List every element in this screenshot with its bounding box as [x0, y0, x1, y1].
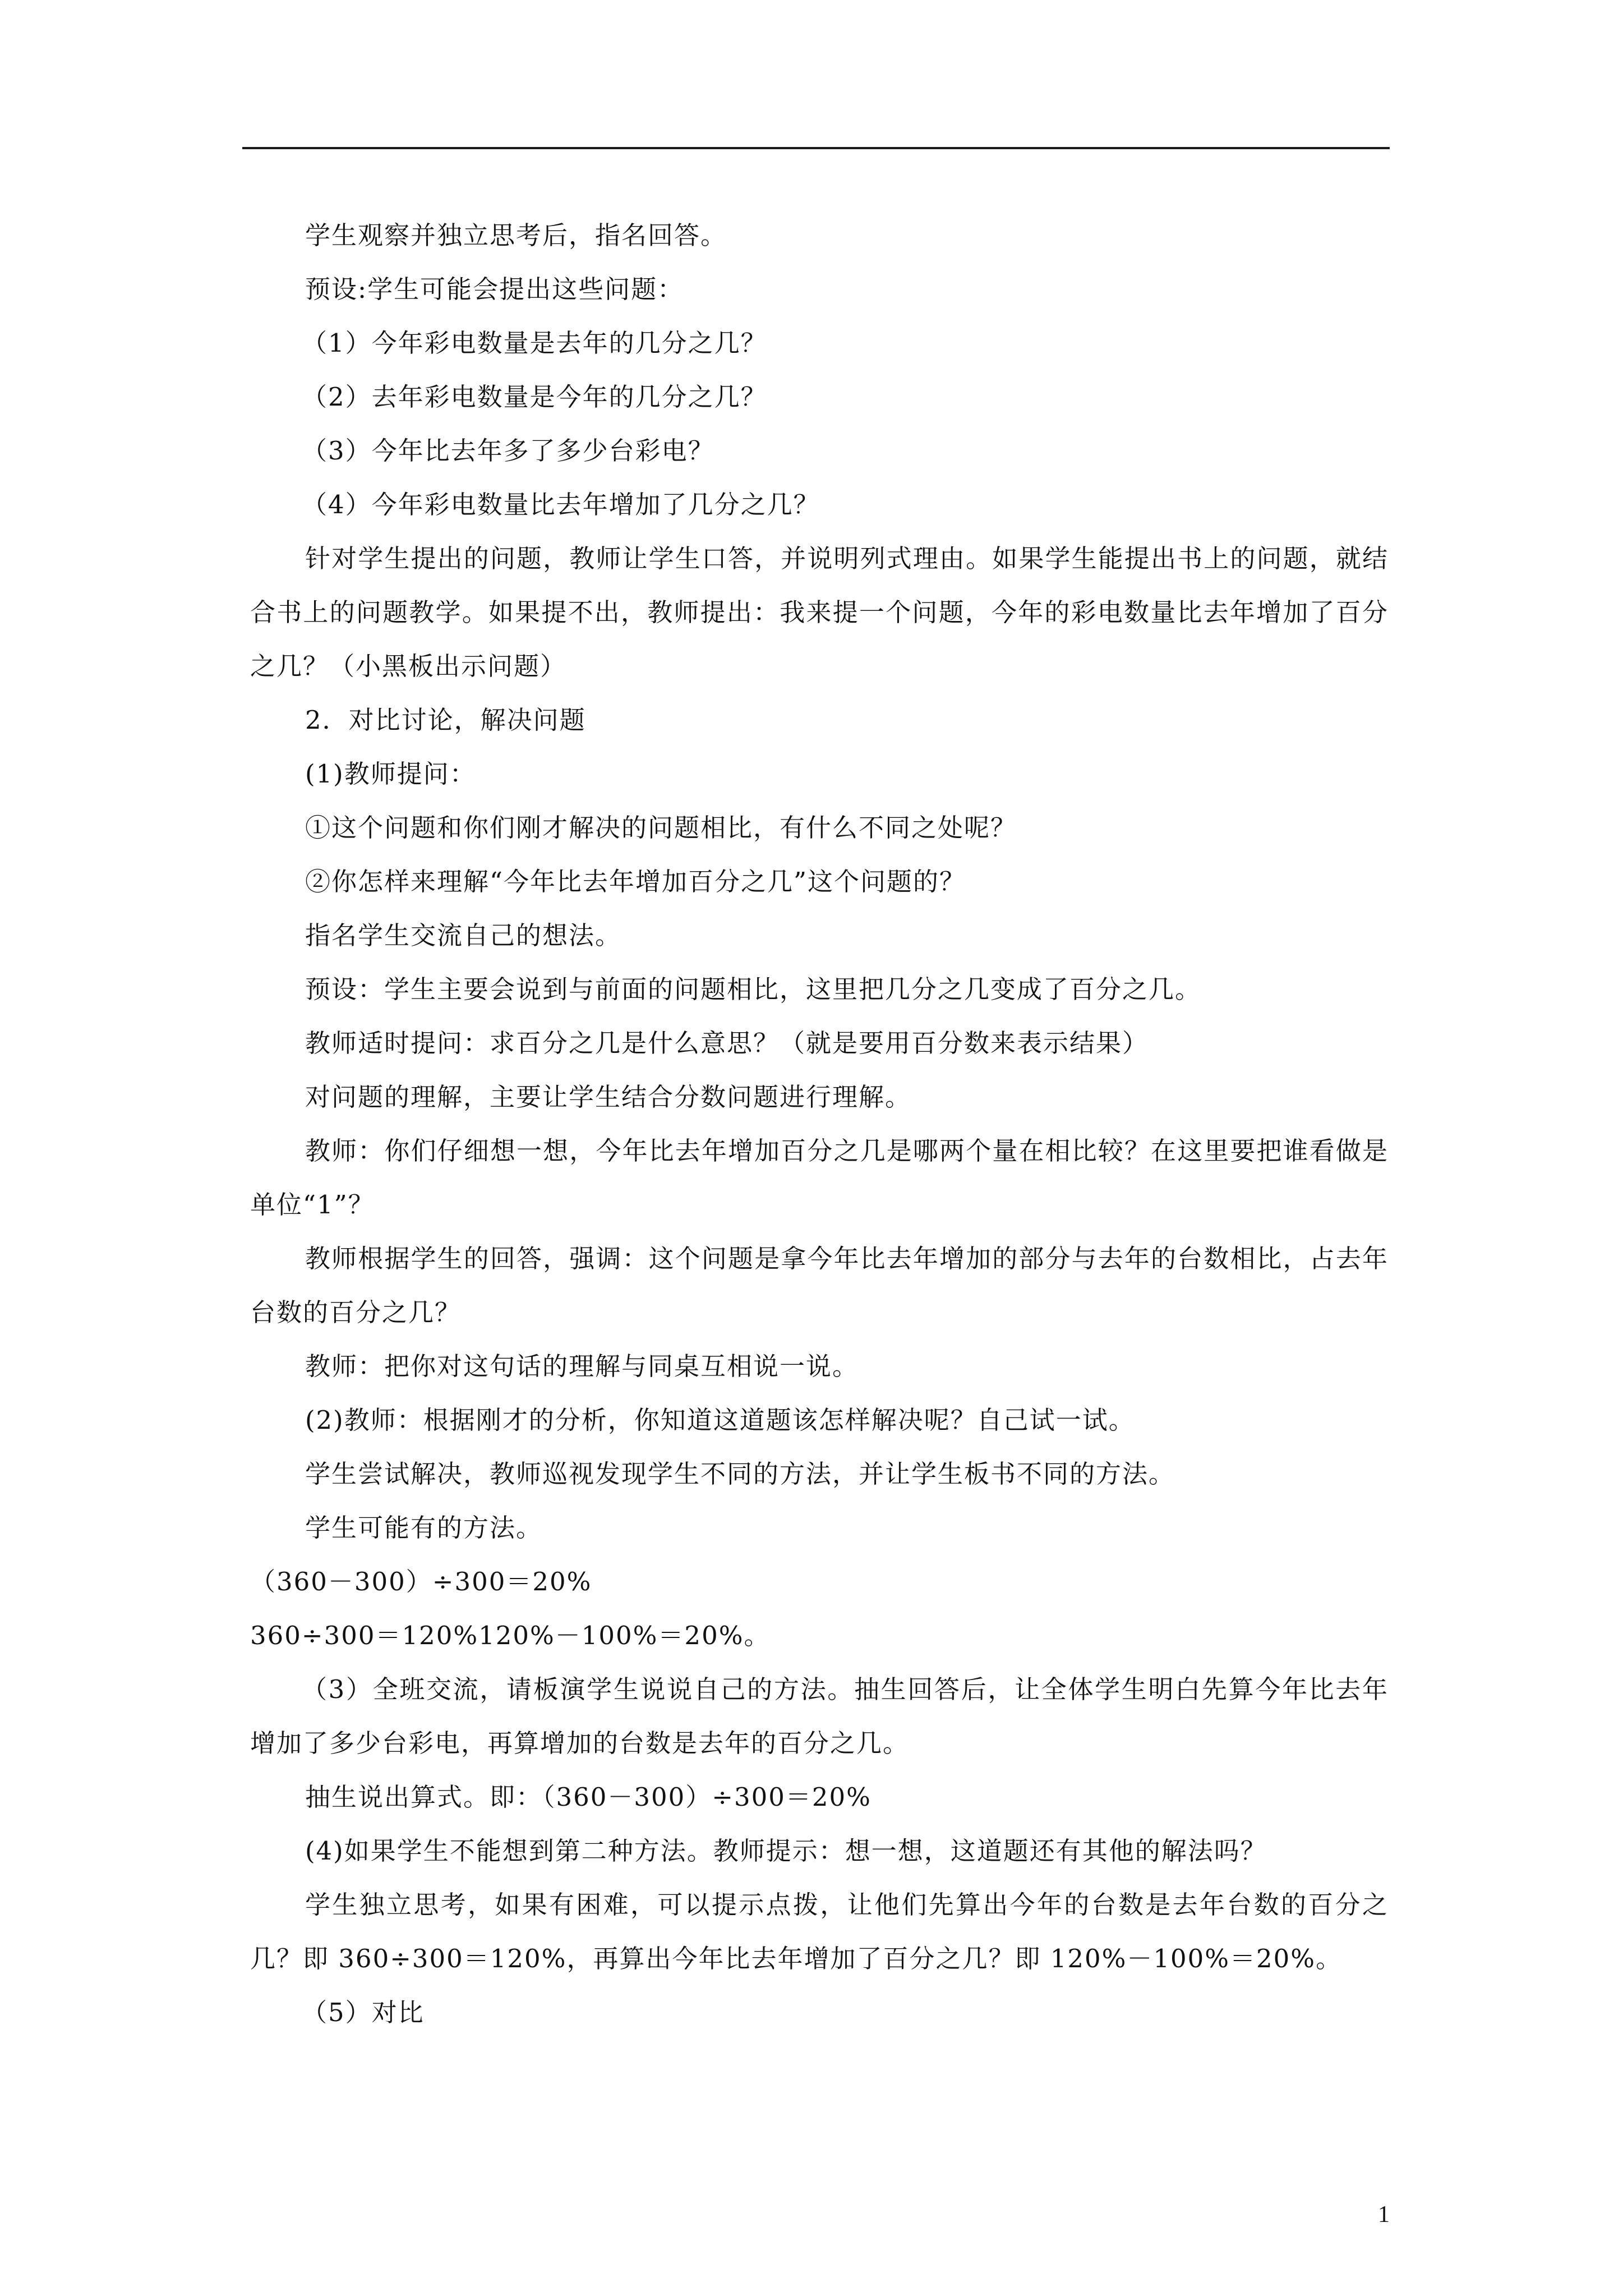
paragraph: 教师：把你对这句话的理解与同桌互相说一说。 [305, 1351, 859, 1381]
paragraph: 教师适时提问：求百分之几是什么意思？（就是要用百分数来表示结果） [305, 1028, 1149, 1058]
paragraph: 学生尝试解决，教师巡视发现学生不同的方法，并让学生板书不同的方法。 [305, 1459, 1175, 1489]
paragraph: ①这个问题和你们刚才解决的问题相比，有什么不同之处呢？ [305, 813, 1017, 843]
paragraph: 指名学生交流自己的想法。 [305, 921, 622, 950]
paragraph: (4)如果学生不能想到第二种方法。教师提示：想一想，这道题还有其他的解法吗？ [305, 1836, 1267, 1866]
paragraph: 针对学生提出的问题，教师让学生口答，并说明列式理由。如果学生能提出书上的问题，就结合书上的问题教学。如果提不出，教师提出：我来提一个问题，今年的彩电数量比去年增加了百分之几？（小黑板出示问题） [250, 544, 1389, 681]
paragraph: 教师根据学生的回答，强调：这个问题是拿今年比去年增加的部分与去年的台数相比，占去年台数的百分之几？ [250, 1244, 1389, 1327]
paragraph: 预设:学生可能会提出这些问题： [305, 274, 684, 304]
paragraph: （1）今年彩电数量是去年的几分之几？ [302, 328, 767, 358]
paragraph: 学生可能有的方法。 [305, 1513, 543, 1543]
paragraph: (1)教师提问： [305, 759, 476, 789]
section-heading: 2．对比讨论，解决问题 [305, 705, 586, 735]
paragraph: （3）全班交流，请板演学生说说自己的方法。抽生回答后，让全体学生明白先算今年比去年增加了多少台彩电，再算增加的台数是去年的百分之几。 [250, 1674, 1389, 1758]
paragraph: （5）对比 [302, 1998, 425, 2027]
paragraph: ②你怎样来理解“今年比去年增加百分之几”这个问题的？ [305, 867, 966, 896]
paragraph: （3）今年比去年多了多少台彩电？ [302, 436, 714, 466]
paragraph: 教师：你们仔细想一想，今年比去年增加百分之几是哪两个量在相比较？在这里要把谁看做是单位“1”？ [250, 1136, 1389, 1220]
paragraph: 学生观察并独立思考后，指名回答。 [305, 220, 727, 250]
paragraph: (2)教师：根据刚才的分析，你知道这道题该怎样解决呢？自己试一试。 [305, 1405, 1135, 1435]
header-rule [242, 147, 1390, 149]
formula: 360÷300＝120%120%－100%＝20%。 [250, 1621, 771, 1650]
paragraph: 抽生说出算式。即：（360－300）÷300＝20% [305, 1782, 872, 1812]
paragraph: 学生独立思考，如果有困难，可以提示点拨，让他们先算出今年的台数是去年台数的百分之几？即 360÷300＝120%，再算出今年比去年增加了百分之几？即 120%－100%＝20%。 [250, 1890, 1389, 1973]
page-number: 1 [1378, 2202, 1390, 2228]
paragraph: （4）今年彩电数量比去年增加了几分之几？ [302, 490, 820, 519]
paragraph: （2）去年彩电数量是今年的几分之几？ [302, 382, 767, 412]
paragraph: 对问题的理解，主要让学生结合分数问题进行理解。 [305, 1082, 912, 1112]
paragraph: 预设：学生主要会说到与前面的问题相比，这里把几分之几变成了百分之几。 [305, 974, 1202, 1004]
formula: （360－300）÷300＝20% [250, 1567, 592, 1596]
document-body [250, 209, 1389, 2040]
